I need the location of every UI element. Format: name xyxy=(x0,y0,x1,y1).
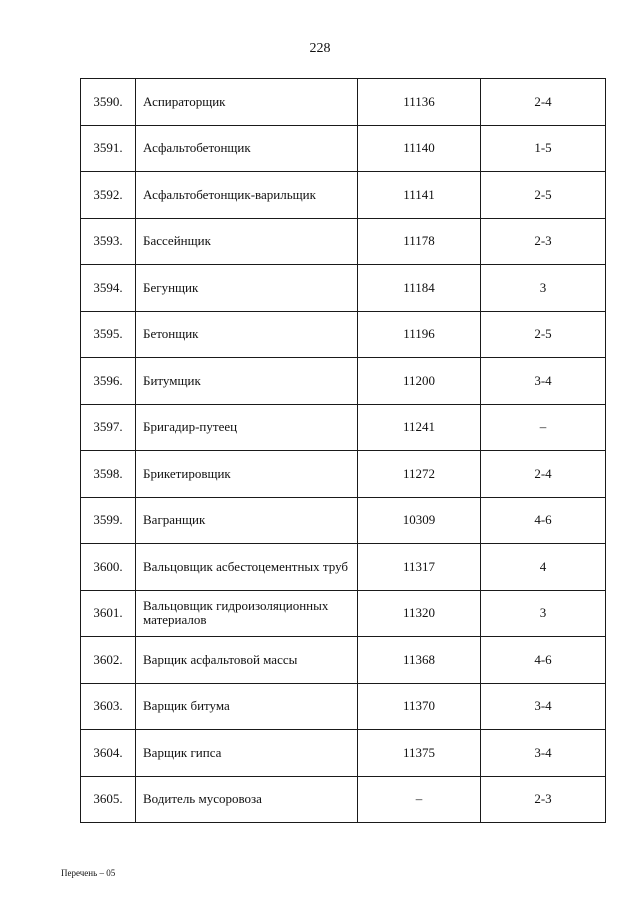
row-number-cell: 3605. xyxy=(81,776,136,823)
table-row xyxy=(81,404,606,451)
professions-table xyxy=(80,78,606,823)
table-row xyxy=(81,730,606,777)
profession-name-cell: Асфальтобетонщик-варильщик xyxy=(136,172,358,219)
profession-name-cell: Варщик асфальтовой массы xyxy=(136,637,358,684)
profession-name-cell: Битумщик xyxy=(136,358,358,405)
profession-name-cell: Варщик битума xyxy=(136,683,358,730)
table-row xyxy=(81,265,606,312)
row-number-cell: 3591. xyxy=(81,125,136,172)
profession-name-cell: Водитель мусоровоза xyxy=(136,776,358,823)
profession-code-cell: 11136 xyxy=(358,79,481,126)
profession-code-cell: 11317 xyxy=(358,544,481,591)
category-range-cell: 2-3 xyxy=(481,218,606,265)
category-range-cell: 3-4 xyxy=(481,358,606,405)
profession-code-cell: 11241 xyxy=(358,404,481,451)
table-row xyxy=(81,125,606,172)
profession-code-cell: 11320 xyxy=(358,590,481,637)
profession-code-cell: 11368 xyxy=(358,637,481,684)
row-number-cell: 3603. xyxy=(81,683,136,730)
row-number-cell: 3602. xyxy=(81,637,136,684)
table-row xyxy=(81,683,606,730)
row-number-cell: 3599. xyxy=(81,497,136,544)
table-body xyxy=(81,79,606,823)
category-range-cell: 3 xyxy=(481,265,606,312)
row-number-cell: 3590. xyxy=(81,79,136,126)
row-number-cell: 3601. xyxy=(81,590,136,637)
category-range-cell: 2-5 xyxy=(481,172,606,219)
table-row xyxy=(81,358,606,405)
table-row xyxy=(81,172,606,219)
page-footer: Перечень – 05 xyxy=(61,868,116,878)
row-number-cell: 3595. xyxy=(81,311,136,358)
category-range-cell: 2-3 xyxy=(481,776,606,823)
table-row xyxy=(81,79,606,126)
row-number-cell: 3604. xyxy=(81,730,136,777)
category-range-cell: 3 xyxy=(481,590,606,637)
table-row xyxy=(81,776,606,823)
table-row xyxy=(81,311,606,358)
category-range-cell: 4-6 xyxy=(481,637,606,684)
category-range-cell: 2-4 xyxy=(481,79,606,126)
profession-name-cell: Бригадир-путеец xyxy=(136,404,358,451)
category-range-cell: 3-4 xyxy=(481,683,606,730)
profession-name-cell: Варщик гипса xyxy=(136,730,358,777)
row-number-cell: 3593. xyxy=(81,218,136,265)
page-number: 228 xyxy=(309,41,331,56)
table-row xyxy=(81,544,606,591)
table-row xyxy=(81,218,606,265)
profession-name-cell: Бегунщик xyxy=(136,265,358,312)
table-row xyxy=(81,637,606,684)
table-row xyxy=(81,451,606,498)
profession-code-cell: – xyxy=(358,776,481,823)
profession-name-cell: Аспираторщик xyxy=(136,79,358,126)
profession-name-cell: Бассейнщик xyxy=(136,218,358,265)
profession-code-cell: 11141 xyxy=(358,172,481,219)
row-number-cell: 3598. xyxy=(81,451,136,498)
category-range-cell: – xyxy=(481,404,606,451)
profession-name-cell: Брикетировщик xyxy=(136,451,358,498)
category-range-cell: 4-6 xyxy=(481,497,606,544)
profession-code-cell: 11272 xyxy=(358,451,481,498)
row-number-cell: 3597. xyxy=(81,404,136,451)
profession-code-cell: 11370 xyxy=(358,683,481,730)
table-row xyxy=(81,590,606,637)
category-range-cell: 1-5 xyxy=(481,125,606,172)
row-number-cell: 3596. xyxy=(81,358,136,405)
profession-name-cell: Вальцовщик гидроизоляционных материалов xyxy=(136,590,358,637)
category-range-cell: 3-4 xyxy=(481,730,606,777)
profession-code-cell: 11184 xyxy=(358,265,481,312)
table-row xyxy=(81,497,606,544)
profession-code-cell: 11178 xyxy=(358,218,481,265)
profession-name-cell: Асфальтобетонщик xyxy=(136,125,358,172)
profession-name-cell: Вальцовщик асбестоцементных труб xyxy=(136,544,358,591)
profession-code-cell: 10309 xyxy=(358,497,481,544)
profession-code-cell: 11196 xyxy=(358,311,481,358)
category-range-cell: 4 xyxy=(481,544,606,591)
profession-name-cell: Вагранщик xyxy=(136,497,358,544)
category-range-cell: 2-5 xyxy=(481,311,606,358)
profession-code-cell: 11200 xyxy=(358,358,481,405)
row-number-cell: 3592. xyxy=(81,172,136,219)
row-number-cell: 3594. xyxy=(81,265,136,312)
profession-code-cell: 11375 xyxy=(358,730,481,777)
row-number-cell: 3600. xyxy=(81,544,136,591)
profession-name-cell: Бетонщик xyxy=(136,311,358,358)
category-range-cell: 2-4 xyxy=(481,451,606,498)
profession-code-cell: 11140 xyxy=(358,125,481,172)
